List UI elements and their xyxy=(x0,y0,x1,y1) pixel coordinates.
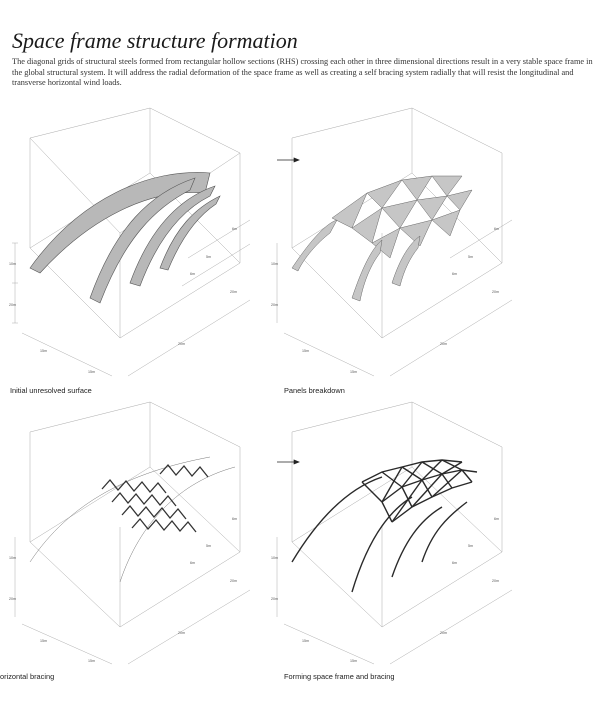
dim-label: 15m xyxy=(40,349,47,353)
arch-curves xyxy=(30,457,235,582)
dim-label: 20m xyxy=(271,303,278,307)
dim-label: 15m xyxy=(302,639,309,643)
dim-label: 20m xyxy=(178,342,185,346)
dim-label: 20m xyxy=(440,342,447,346)
dim-label: 5m xyxy=(206,255,211,259)
diagram-initial-surface-drawing xyxy=(10,108,270,388)
dim-label: 15m xyxy=(40,639,47,643)
dim-label: 10m xyxy=(271,556,278,560)
dim-label: 10m xyxy=(9,556,16,560)
diagram-initial-surface xyxy=(10,108,270,388)
diagram-panels-breakdown xyxy=(272,108,532,388)
dim-label: 6m xyxy=(190,561,195,565)
dim-label: 6m xyxy=(232,517,237,521)
dim-label: 20m xyxy=(271,597,278,601)
dim-label: 10m xyxy=(9,262,16,266)
dim-label: 5m xyxy=(206,544,211,548)
diagram-space-frame xyxy=(272,402,532,672)
dim-label: 20m xyxy=(9,303,16,307)
caption-space-frame: Forming space frame and bracing xyxy=(284,672,395,681)
dim-label: 20m xyxy=(230,579,237,583)
dim-label: 6m xyxy=(452,272,457,276)
dim-label: 10m xyxy=(271,262,278,266)
dim-label: 15m xyxy=(88,370,95,374)
diagram-horizontal-bracing-drawing xyxy=(10,402,270,672)
space-frame-members xyxy=(292,460,477,592)
dim-label: 20m xyxy=(178,631,185,635)
dim-label: 15m xyxy=(350,370,357,374)
arrow-icon xyxy=(277,158,299,162)
zigzag-bracing xyxy=(102,465,208,532)
dimension-lines xyxy=(15,537,250,664)
page-title: Space frame structure formation xyxy=(12,28,298,53)
dim-label: 6m xyxy=(232,227,237,231)
dimension-lines xyxy=(12,220,250,376)
arrow-icon xyxy=(277,460,299,464)
dimension-labels xyxy=(271,517,499,663)
dim-label: 20m xyxy=(492,579,499,583)
caption-horizontal-bracing: orizontal bracing xyxy=(0,672,55,681)
dim-label: 6m xyxy=(452,561,457,565)
diagram-space-frame-drawing xyxy=(272,402,532,672)
dimension-lines xyxy=(277,537,512,664)
intro-paragraph: The diagonal grids of structural steels formed from rectangular hollow sections (RHS) crossing each other in three dimensional directions result in a very stable space frame in the global structural system. It will address the radial deformation of the space frame as well as creating a self bracing system radially that will resist the longitudinal and transverse horizontal wind loads. xyxy=(12,57,593,88)
dim-label: 20m xyxy=(9,597,16,601)
diagram-panels-breakdown-drawing xyxy=(272,108,532,388)
dimension-labels xyxy=(9,517,237,663)
dim-label: 6m xyxy=(190,272,195,276)
caption-initial-surface: Initial unresolved surface xyxy=(10,386,92,395)
dim-label: 5m xyxy=(468,255,473,259)
dim-label: 6m xyxy=(494,517,499,521)
caption-panels-breakdown: Panels breakdown xyxy=(284,386,345,395)
surface xyxy=(30,172,220,303)
dim-label: 6m xyxy=(494,227,499,231)
dim-label: 20m xyxy=(440,631,447,635)
dim-label: 15m xyxy=(302,349,309,353)
dim-label: 15m xyxy=(350,659,357,663)
bounding-box xyxy=(30,402,240,627)
dim-label: 15m xyxy=(88,659,95,663)
dim-label: 20m xyxy=(230,290,237,294)
diagram-horizontal-bracing xyxy=(10,402,270,672)
dim-label: 5m xyxy=(468,544,473,548)
dim-label: 20m xyxy=(492,290,499,294)
